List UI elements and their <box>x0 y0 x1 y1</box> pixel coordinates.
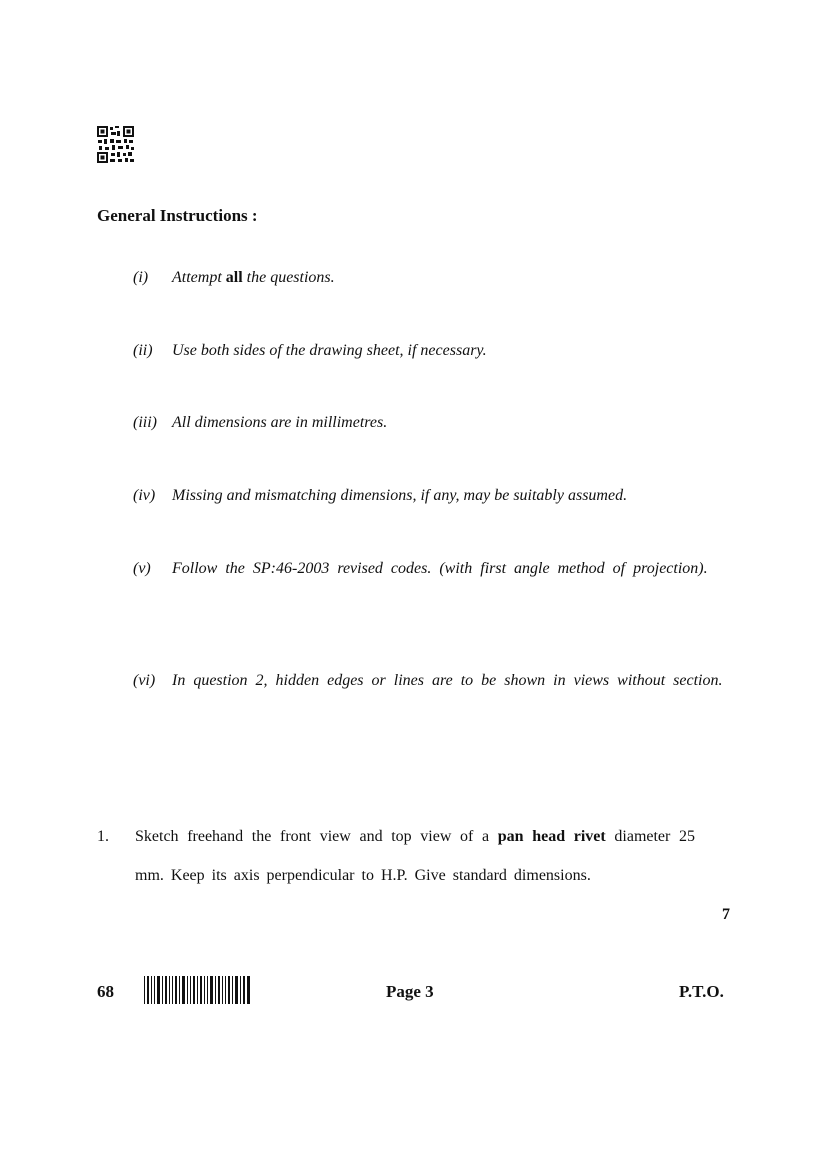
question-text-part: diameter 25 mm. Keep its axis perpendicular to H.P. Give standard dimensions. <box>135 828 696 884</box>
page-number: Page 3 <box>386 982 434 1001</box>
question-number: 1. <box>97 828 109 845</box>
instruction-number: (iv) <box>133 487 156 504</box>
instruction-text <box>172 258 723 297</box>
instruction-text-part: Attempt <box>172 269 226 286</box>
instruction-number: (iii) <box>133 414 157 431</box>
question-emphasis: pan head rivet <box>497 828 606 845</box>
instruction-text: In question 2, hidden edges or lines are to be shown in views without section. <box>172 672 723 689</box>
instruction-item <box>133 331 723 370</box>
question-marks: 7 <box>722 906 730 923</box>
instruction-number: (vi) <box>133 672 156 689</box>
instruction-item <box>133 403 723 442</box>
instruction-item <box>133 476 723 515</box>
instruction-number: (ii) <box>133 342 153 359</box>
instructions-heading: General Instructions : <box>97 206 258 225</box>
instruction-item <box>133 661 723 700</box>
emphasis: all <box>225 269 243 286</box>
question-text <box>135 817 695 895</box>
question-1 <box>97 817 732 923</box>
instruction-text: Follow the SP:46-2003 revised codes. (with first angle method of projection). <box>172 560 708 577</box>
qr-code-icon <box>97 126 134 163</box>
instruction-number: (v) <box>133 560 151 577</box>
instruction-text: Use both sides of the drawing sheet, if necessary. <box>172 342 487 359</box>
instruction-item <box>133 549 723 588</box>
instruction-number: (i) <box>133 269 149 286</box>
question-text-part: Sketch freehand the front view and top view of a <box>135 828 498 845</box>
barcode-icon <box>144 976 250 1004</box>
pto-label: P.T.O. <box>679 982 724 1001</box>
instruction-item <box>133 258 723 297</box>
instruction-text-part: the questions. <box>242 269 335 286</box>
paper-code: 68 <box>97 982 114 1001</box>
instruction-text: All dimensions are in millimetres. <box>172 414 388 431</box>
instruction-text: Missing and mismatching dimensions, if any, may be suitably assumed. <box>172 487 628 504</box>
